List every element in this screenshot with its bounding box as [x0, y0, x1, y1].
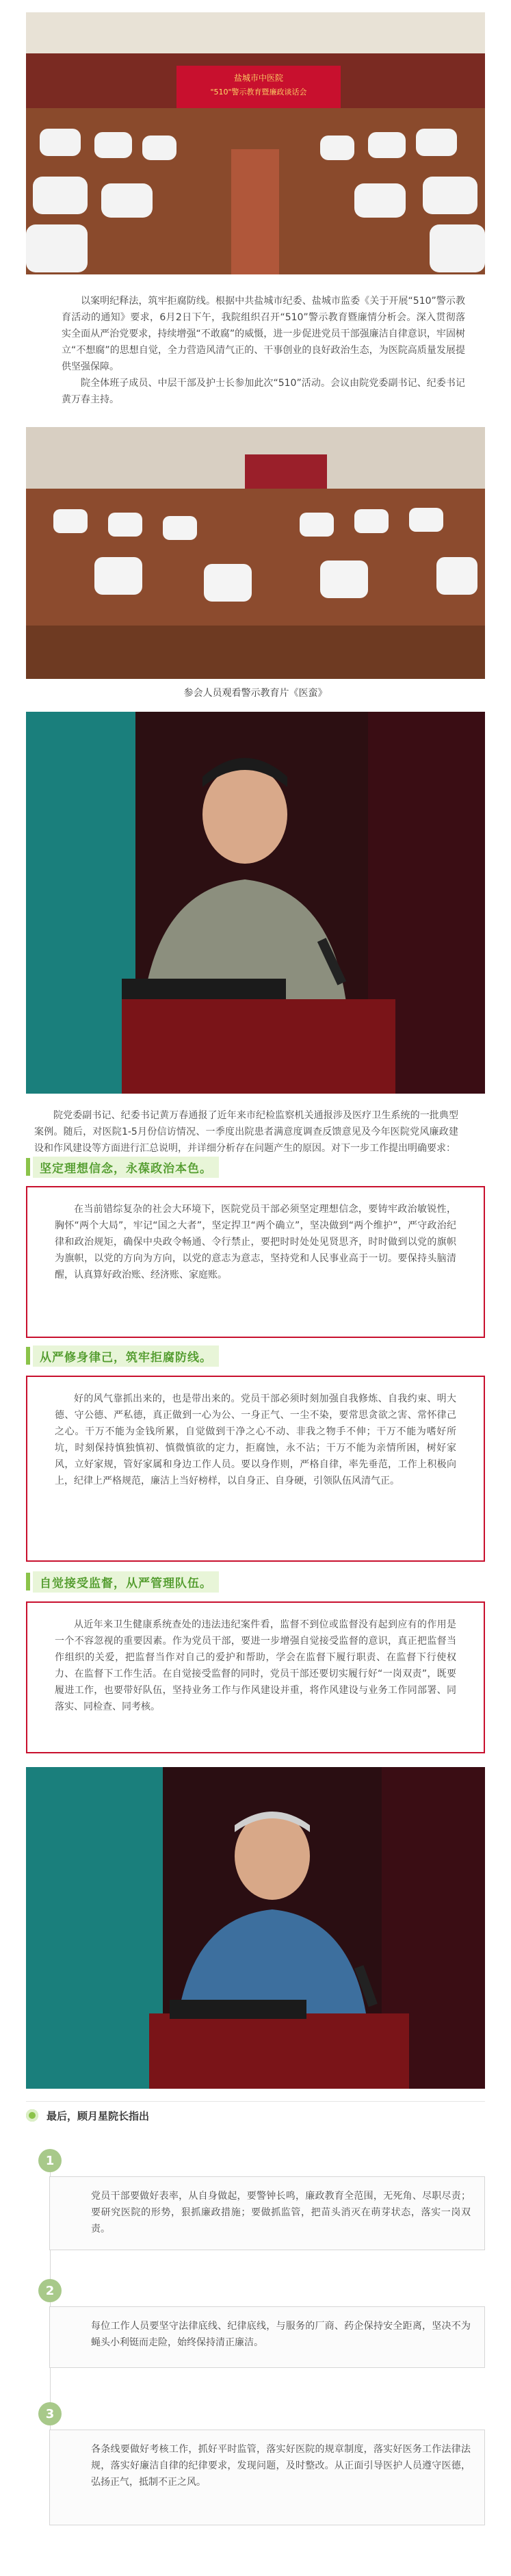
section-marker: [26, 1347, 30, 1365]
closing-heading: [26, 2101, 485, 2129]
section-heading-label: 坚定理想信念，永葆政治本色。: [33, 1157, 219, 1178]
banner-line-2: "510"警示教育暨廉政谈话会: [210, 88, 307, 96]
intro-paragraph-1: 以案明纪释法，筑牢拒腐防线。根据中共盐城市纪委、盐城市监委《关于开展“510”警示教育活动的通知》要求，6月2日下午，我院组织召开“510”警示教育暨廉情分析会。深入贯彻落实全面从严治党要求，持续增强“不敢腐”的威慑，进一步促进党员干部强廉洁自律意识，牢固树立“不想腐”的思想自觉，全力营造风清气正的、干事创业的良好政治生态，为医院高质量发展提供坚强保障。: [62, 296, 465, 372]
meeting-hall-photo-1: [26, 12, 485, 274]
closing-card-3: [49, 2430, 485, 2525]
section-body-3: 从近年来卫生健康系统查处的违法违纪案件看，监督不到位或监督没有起到应有的作用是一个不容忽视的重要因素。作为党员干部，要进一步增强自觉接受监督的意识，真正把监督当作组织的关爱，把监督当作对自己的爱护和帮助，学会在监督下履行职责、在监督下行使权力、在监督下工作生活。在自觉接受监督的同时，党员干部还要切实履行好“一岗双责”，既要履进工作，也要带好队伍，坚持业务工作与作风建设并重，将作风建设与业务工作同部署、同落实、同检查、同考核。: [55, 1619, 456, 1712]
section-body-1: 在当前错综复杂的社会大环境下，医院党员干部必须坚定理想信念，要铸牢政治敏锐性，胸怀“两个大局”，牢记“国之大者”，坚定捍卫“两个确立”，坚决做到“两个维护”，严守政治纪律和政治规矩，确保中央政令畅通、令行禁止，要把时时处处见贤思齐，时时做到以党的旗帜为旗帜，以党的方向为方向，以党的意志为意志，坚持党和人民事业高于一切。要保持头脑清醒，认真算好政治账、经济账、家庭账。: [55, 1204, 456, 1280]
closing-badge-icon: [26, 2109, 38, 2122]
speaker-photo-1: [26, 712, 485, 1094]
section-heading-label: 从严修身律己，筑牢拒腐防线。: [33, 1345, 219, 1367]
closing-item-text-3: 各条线要做好考核工作，抓好平时监管，落实好医院的规章制度，落实好医务工作法律法规，落实好廉洁自律的纪律要求，发现问题，及时整改。从正面引导医护人员遵守医德，弘扬正气，抵制不正之风。: [91, 2444, 471, 2488]
closing-number-3: 3: [38, 2402, 62, 2425]
section-box-1: [26, 1186, 485, 1338]
section-heading-label: 自觉接受监督，从严管理队伍。: [33, 1571, 219, 1593]
intro-paragraph-2: 院全体班子成员、中层干部及护士长参加此次“510”活动。会议由院党委副书记、纪委书记黄万春主持。: [62, 378, 465, 405]
closing-number-1: 1: [38, 2149, 62, 2172]
closing-item-2: [26, 2279, 485, 2382]
closing-number-2: 2: [38, 2279, 62, 2302]
section-marker: [26, 1573, 30, 1590]
closing-item-text-1: 党员干部要做好表率，从自身做起，要警钟长鸣，廉政教育全范围，无死角、尽职尽责；要研究医院的形势，狠抓廉政措施；要做抓监管，把苗头消灭在萌芽状态，落实一岗双责。: [91, 2191, 471, 2234]
closing-card-1: [49, 2176, 485, 2250]
section-heading-1: [26, 1157, 219, 1177]
summary-paragraph: 院党委副书记、纪委书记黄万春通报了近年来市纪检监察机关通报涉及医疗卫生系统的一批典型案例。随后，对医院1-5月份信访情况、一季度出院患者满意度调查反馈意见及今年医院党风廉政建设和作风建设等方面进行汇总说明，并详细分析存在问题产生的原因。对下一步工作提出明确要求：: [34, 1110, 458, 1154]
meeting-hall-photo-2: [26, 427, 485, 679]
closing-item-1: [26, 2149, 485, 2252]
banner-line-1: 盐城市中医院: [233, 73, 284, 83]
section-box-3: [26, 1601, 485, 1753]
section-marker: [26, 1158, 30, 1176]
section-box-2: [26, 1376, 485, 1562]
section-body-2: 好的风气靠抓出来的，也是带出来的。党员干部必须时刻加强自我修炼、自我约束、明大德、守公德、严私德，真正做到一心为公、一身正气、一尘不染，要常思贪欲之害、常怀律己之心。干万不能为金钱所累，自觉做到干净之心不动、非我之物手不伸；干万不能为嗜好所坑，时刻保持慎独慎初、慎微慎欲的定力，拒腐蚀，永不沾；干万不能为亲情所困，树好家风，立好家规，管好家属和身边工作人员。要以身作则，严格自律，率先垂范，工作上积极向上，纪律上严格规范，廉洁上当好榜样，以自身正、自身硬，引领队伍风清气正。: [55, 1393, 456, 1486]
section-heading-3: [26, 1571, 219, 1592]
photo-caption: 参会人员观看警示教育片《医蛮》: [183, 688, 328, 699]
speaker-photo-2: [26, 1767, 485, 2089]
closing-card-2: [49, 2306, 485, 2368]
closing-title: 最后，顾月星院长指出: [47, 2109, 150, 2122]
closing-item-3: [26, 2402, 485, 2553]
closing-item-text-2: 每位工作人员要坚守法律底线、纪律底线，与服务的厂商、药企保持安全距离，坚决不为蝇头小利铤而走险，始终保持清正廉洁。: [91, 2321, 471, 2348]
section-heading-2: [26, 1345, 219, 1366]
